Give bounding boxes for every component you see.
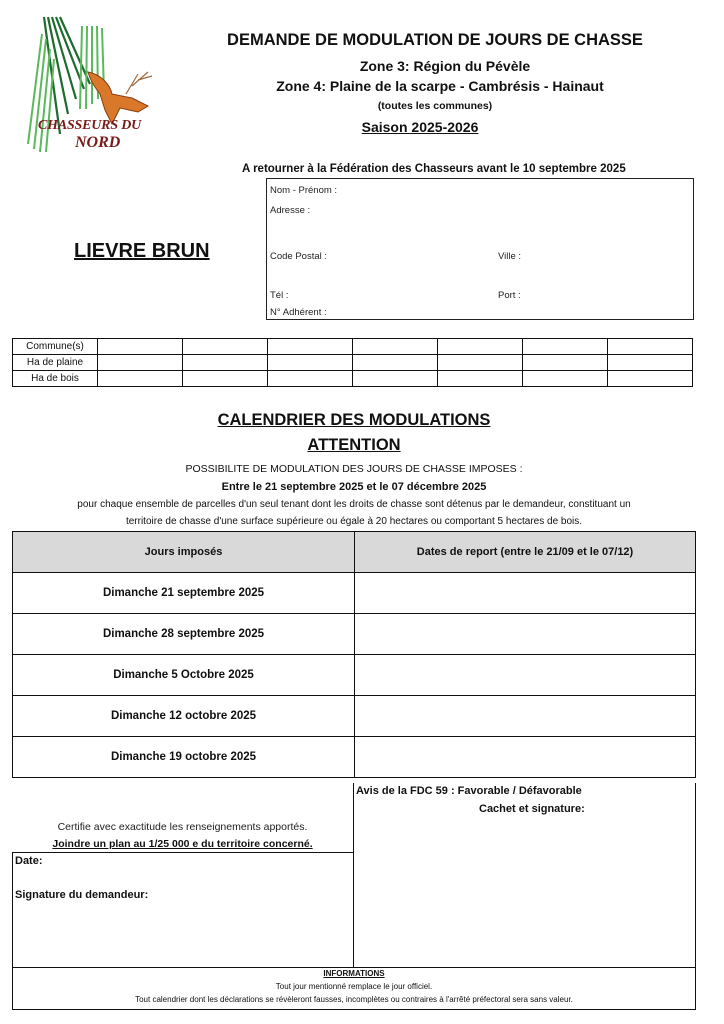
commune-input-cell[interactable]: [608, 371, 693, 387]
table-row: [13, 655, 696, 696]
calendar-title: CALENDRIER DES MODULATIONS: [217, 411, 491, 429]
commune-input-cell[interactable]: [98, 371, 183, 387]
commune-input-cell[interactable]: [523, 355, 608, 371]
certify-text: Certifie avec exactitude les renseignements apportés.: [57, 821, 308, 833]
informations-line1: Tout jour mentionné remplace le jour officiel.: [275, 982, 433, 991]
informations-title: INFORMATIONS: [323, 969, 385, 978]
imposed-day-cell: Dimanche 21 septembre 2025: [13, 573, 355, 614]
phone-field[interactable]: Tél :: [270, 290, 289, 301]
report-date-input-cell[interactable]: [355, 614, 696, 655]
table-row: [13, 737, 696, 778]
commune-table: [12, 338, 693, 387]
modulation-possibility-text: POSSIBILITE DE MODULATION DES JOURS DE CHASSE IMPOSES :: [185, 463, 523, 475]
report-date-input-cell[interactable]: [355, 573, 696, 614]
imposed-days-header: Jours imposés: [13, 532, 355, 573]
commune-input-cell[interactable]: [353, 339, 438, 355]
report-date-input-cell[interactable]: [355, 655, 696, 696]
commune-input-cell[interactable]: [268, 371, 353, 387]
contact-info-box: [266, 178, 694, 320]
applicant-signature-box: [12, 852, 354, 968]
address-field[interactable]: Adresse :: [270, 205, 311, 216]
commune-input-cell[interactable]: [268, 355, 353, 371]
imposed-day-cell: Dimanche 5 Octobre 2025: [13, 655, 355, 696]
name-field[interactable]: Nom - Prénom :: [270, 185, 338, 196]
join-plan-text: Joindre un plan au 1/25 000 e du territoire concerné.: [52, 838, 313, 850]
commune-table-row: [13, 355, 693, 371]
commune-row-label: Ha de plaine: [13, 355, 98, 371]
date-field[interactable]: Date:: [15, 855, 43, 867]
form-title: DEMANDE DE MODULATION DE JOURS DE CHASSE: [227, 31, 643, 49]
stamp-signature-label: Cachet et signature:: [479, 803, 585, 815]
commune-table-row: [13, 371, 693, 387]
logo-text-line1: CHASSEURS DU: [38, 118, 142, 133]
informations-box: [12, 967, 696, 1010]
commune-input-cell[interactable]: [523, 371, 608, 387]
eligibility-text-line2: territoire de chasse d'une surface supérieure ou égale à 20 hectares ou comportant 5 hectares de bois.: [125, 516, 583, 527]
applicant-signature-field[interactable]: Signature du demandeur:: [15, 889, 149, 901]
attention-heading: ATTENTION: [307, 436, 401, 454]
fdc-opinion-label: Avis de la FDC 59 : Favorable / Défavorable: [356, 785, 582, 797]
return-deadline-note: A retourner à la Fédération des Chasseurs avant le 10 septembre 2025: [242, 163, 626, 175]
species-title: LIEVRE BRUN: [74, 240, 210, 262]
commune-input-cell[interactable]: [98, 339, 183, 355]
commune-input-cell[interactable]: [268, 339, 353, 355]
table-header-row: [13, 532, 696, 573]
fdc-opinion-box: [353, 783, 696, 968]
commune-input-cell[interactable]: [98, 355, 183, 371]
season-label: Saison 2025-2026: [361, 119, 479, 135]
commune-row-label: Commune(s): [13, 339, 98, 355]
city-field[interactable]: Ville :: [498, 251, 522, 262]
imposed-day-cell: Dimanche 19 octobre 2025: [13, 737, 355, 778]
member-number-field[interactable]: N° Adhérent :: [270, 307, 327, 318]
commune-input-cell[interactable]: [608, 355, 693, 371]
commune-input-cell[interactable]: [183, 371, 268, 387]
commune-row-label: Ha de bois: [13, 371, 98, 387]
commune-input-cell[interactable]: [438, 371, 523, 387]
commune-input-cell[interactable]: [183, 355, 268, 371]
report-date-input-cell[interactable]: [355, 737, 696, 778]
commune-input-cell[interactable]: [608, 339, 693, 355]
commune-input-cell[interactable]: [353, 355, 438, 371]
commune-input-cell[interactable]: [353, 371, 438, 387]
commune-input-cell[interactable]: [438, 339, 523, 355]
commune-input-cell[interactable]: [523, 339, 608, 355]
table-row: [13, 573, 696, 614]
modulation-period: Entre le 21 septembre 2025 et le 07 décembre 2025: [221, 481, 487, 493]
report-dates-header: Dates de report (entre le 21/09 et le 07/12): [355, 532, 696, 573]
zone-4-label: Zone 4: Plaine de la scarpe - Cambrésis - Hainaut: [276, 78, 604, 94]
imposed-day-cell: Dimanche 12 octobre 2025: [13, 696, 355, 737]
eligibility-text-line1: pour chaque ensemble de parcelles d'un seul tenant dont les droits de chasse sont détenus par le demandeur, constituant un: [77, 499, 631, 510]
report-date-input-cell[interactable]: [355, 696, 696, 737]
chasseurs-du-nord-logo: [20, 14, 170, 159]
imposed-days-table: [12, 531, 696, 778]
zone-3-label: Zone 3: Région du Pévèle: [359, 58, 531, 74]
mobile-field[interactable]: Port :: [498, 290, 521, 301]
imposed-day-cell: Dimanche 28 septembre 2025: [13, 614, 355, 655]
informations-line2: Tout calendrier dont les déclarations se révèleront fausses, incomplètes ou contraires à l'arrêté préfectoral sera sans valeur.: [135, 995, 573, 1004]
commune-input-cell[interactable]: [183, 339, 268, 355]
postal-code-field[interactable]: Code Postal :: [270, 251, 328, 262]
commune-input-cell[interactable]: [438, 355, 523, 371]
scope-label: (toutes les communes): [377, 100, 493, 112]
commune-table-row: [13, 339, 693, 355]
table-row: [13, 696, 696, 737]
logo-text-line2: NORD: [75, 134, 121, 151]
table-row: [13, 614, 696, 655]
